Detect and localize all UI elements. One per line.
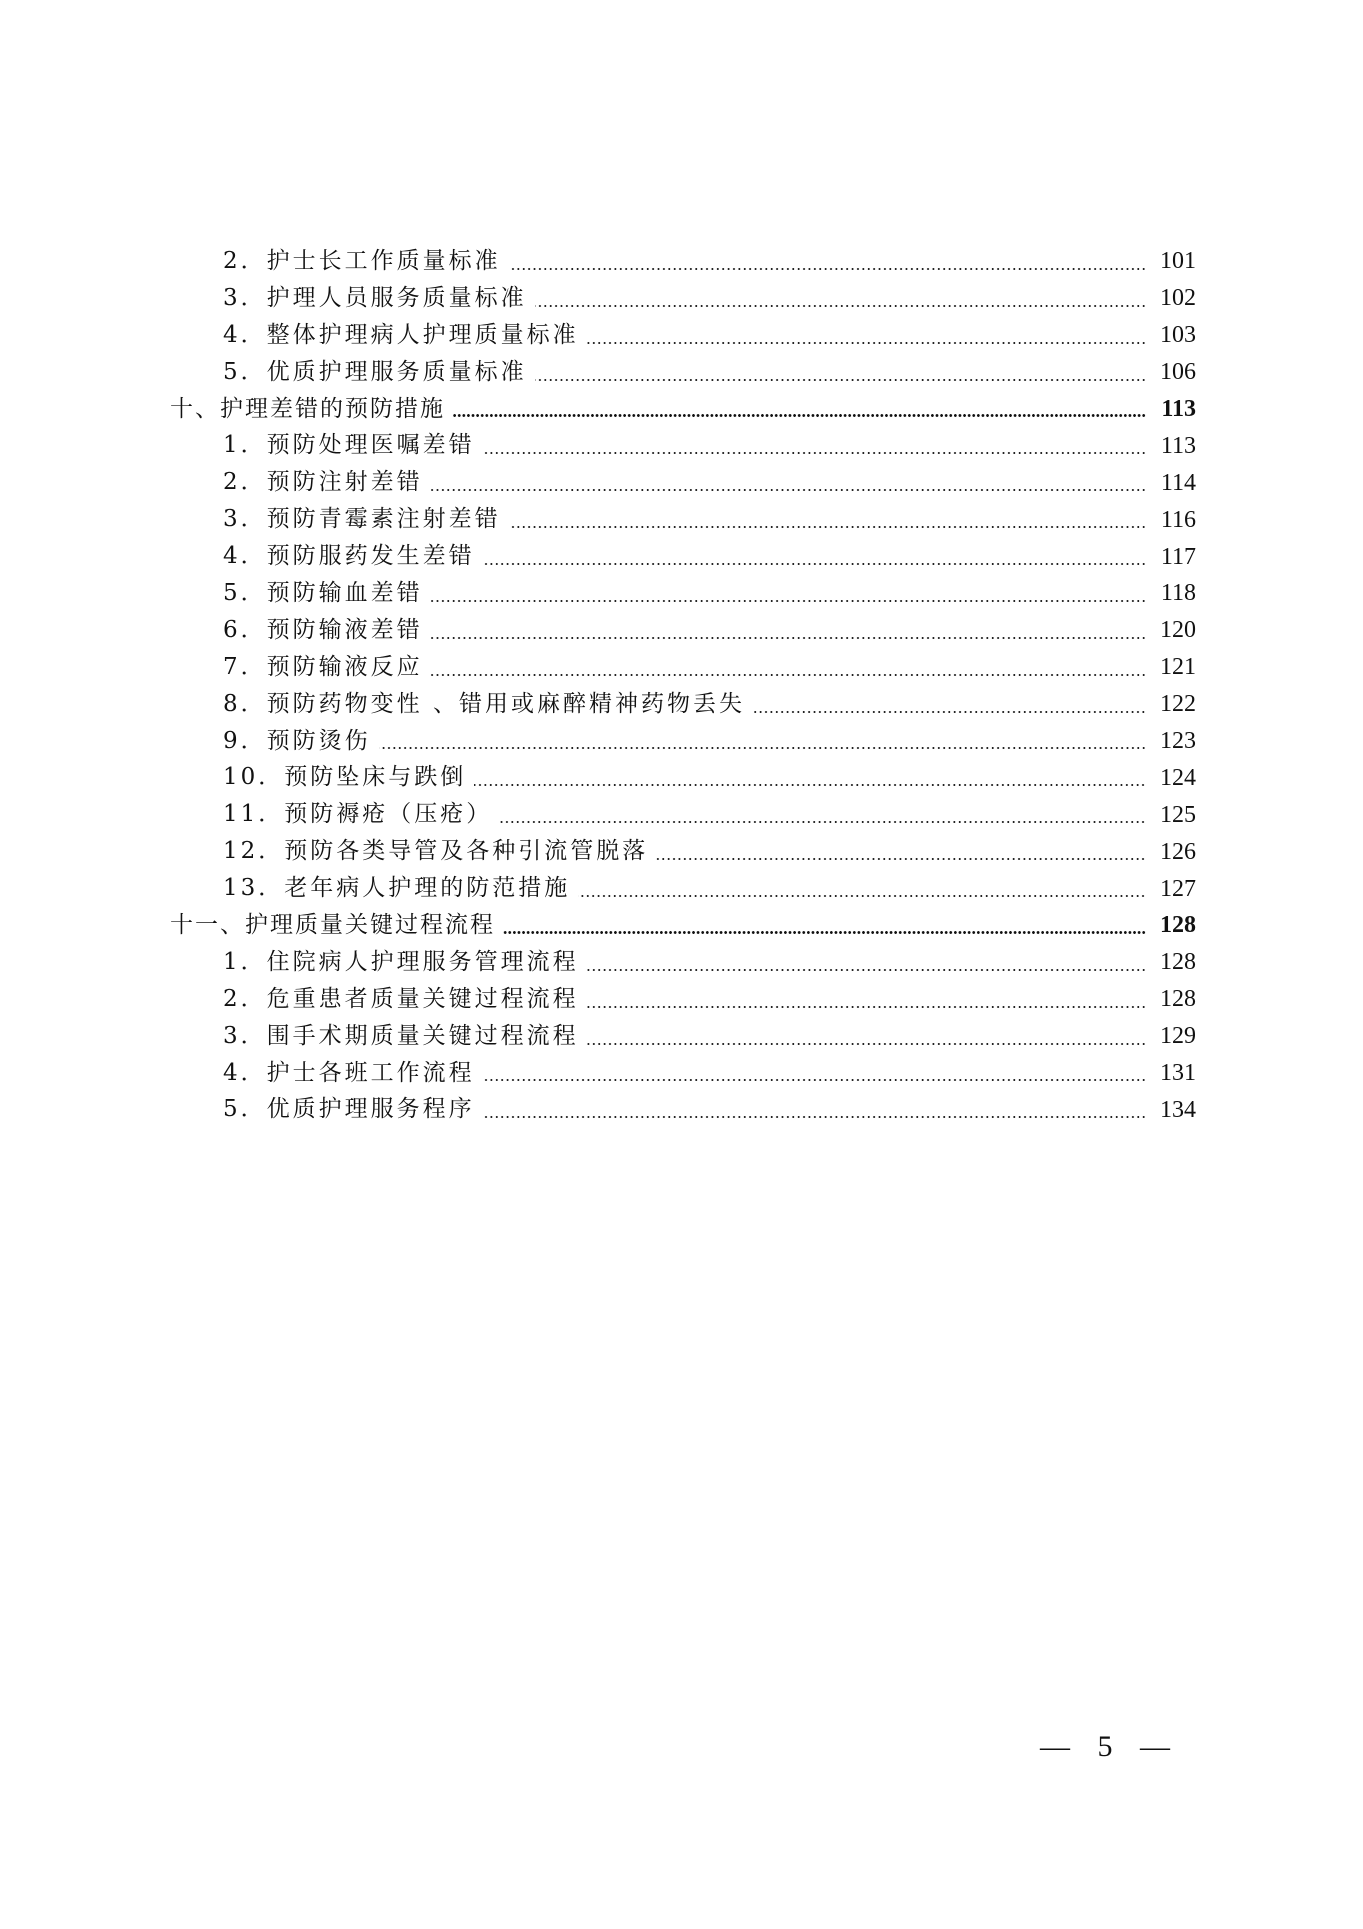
page-number: — 5 — [1040,1730,1180,1763]
toc-page-number: 127 [1160,875,1196,902]
dot-leader [500,821,1146,823]
table-of-contents [0,243,1363,1128]
toc-section-row[interactable] [0,391,1363,428]
toc-entry-title: 1．住院病人护理服务管理流程 [223,948,579,975]
toc-page-number: 128 [1160,949,1196,976]
toc-page-number: 106 [1160,359,1196,386]
dot-leader [474,784,1146,786]
dot-leader [656,858,1146,860]
dot-leader [431,600,1146,602]
toc-page-number: 134 [1160,1096,1196,1123]
toc-entry-title: 3．护理人员服务质量标准 [223,284,527,311]
toc-item-row[interactable] [0,649,1363,686]
toc-item-row[interactable] [0,759,1363,796]
dot-leader [483,1116,1146,1118]
toc-entry-title: 1．预防处理医嘱差错 [223,432,475,459]
toc-item-row[interactable] [0,981,1363,1018]
toc-item-row[interactable] [0,870,1363,907]
toc-item-row[interactable] [0,612,1363,649]
dot-leader [503,931,1146,934]
toc-entry-title: 8．预防药物变性 、错用或麻醉精神药物丢失 [223,690,745,717]
toc-entry-title: 2．护士长工作质量标准 [223,247,501,274]
toc-item-row[interactable] [0,501,1363,538]
toc-item-row[interactable] [0,243,1363,280]
toc-page-number: 116 [1160,506,1196,533]
toc-item-row[interactable] [0,464,1363,501]
toc-section-row[interactable] [0,907,1363,944]
toc-page-number: 113 [1161,396,1196,422]
toc-item-row[interactable] [0,1055,1363,1092]
toc-entry-title: 5．优质护理服务程序 [223,1096,475,1123]
toc-entry-title: 十、护理差错的预防措施 [170,395,445,422]
dot-leader [453,414,1146,417]
toc-page-number: 123 [1160,728,1196,755]
toc-page-number: 131 [1160,1060,1196,1087]
toc-entry-title: 7．预防输液反应 [223,653,423,680]
toc-entry-title: 6．预防输液差错 [223,616,423,643]
toc-page-number: 118 [1160,580,1196,607]
toc-page-number: 113 [1160,432,1196,459]
toc-page-number: 125 [1160,801,1196,828]
dot-leader [379,747,1146,749]
toc-page-number: 126 [1160,838,1196,865]
toc-entry-title: 9．预防烫伤 [223,727,371,754]
toc-item-row[interactable] [0,427,1363,464]
toc-item-row[interactable] [0,723,1363,760]
toc-entry-title: 2．预防注射差错 [223,469,423,496]
toc-entry-title: 10．预防坠床与跌倒 [223,764,467,791]
toc-page-number: 114 [1160,469,1196,496]
dot-leader [587,342,1146,344]
toc-entry-title: 13．老年病人护理的防范措施 [223,875,571,902]
dot-leader [431,637,1146,639]
dot-leader [587,969,1146,971]
dot-leader [431,489,1146,491]
dot-leader [483,563,1146,565]
toc-item-row[interactable] [0,317,1363,354]
toc-entry-title: 3．预防青霉素注射差错 [223,506,501,533]
toc-page-number: 121 [1160,654,1196,681]
toc-item-row[interactable] [0,280,1363,317]
toc-entry-title: 11．预防褥疮（压疮） [223,801,493,828]
toc-page-number: 103 [1160,322,1196,349]
toc-page-number: 117 [1160,543,1196,570]
dot-leader [483,1079,1146,1081]
dot-leader [483,452,1146,454]
toc-item-row[interactable] [0,944,1363,981]
dot-leader [431,674,1146,676]
toc-item-row[interactable] [0,575,1363,612]
toc-item-row[interactable] [0,354,1363,391]
toc-entry-title: 5．预防输血差错 [223,579,423,606]
dot-leader [578,895,1146,897]
toc-page-number: 120 [1160,617,1196,644]
toc-item-row[interactable] [0,538,1363,575]
toc-entry-title: 4．护士各班工作流程 [223,1059,475,1086]
toc-entry-title: 十一、护理质量关键过程流程 [170,911,495,938]
dot-leader [753,711,1146,713]
toc-entry-title: 4．预防服药发生差错 [223,543,475,570]
dot-leader [509,526,1146,528]
dot-leader [587,1006,1146,1008]
dot-leader [587,1043,1146,1045]
toc-entry-title: 12．预防各类导管及各种引流管脱落 [223,838,649,865]
dot-leader [535,379,1146,381]
toc-page-number: 128 [1160,912,1196,939]
dot-leader [509,268,1146,270]
toc-entry-title: 5．优质护理服务质量标准 [223,358,527,385]
toc-item-row[interactable] [0,833,1363,870]
toc-page-number: 129 [1160,1023,1196,1050]
toc-page-number: 124 [1160,764,1196,791]
toc-entry-title: 2．危重患者质量关键过程流程 [223,985,579,1012]
dot-leader [535,305,1146,307]
toc-item-row[interactable] [0,1091,1363,1128]
toc-page-number: 102 [1160,285,1196,312]
toc-entry-title: 3．围手术期质量关键过程流程 [223,1022,579,1049]
toc-page-number: 128 [1160,986,1196,1013]
toc-item-row[interactable] [0,1018,1363,1055]
toc-entry-title: 4．整体护理病人护理质量标准 [223,321,579,348]
toc-page-number: 122 [1160,691,1196,718]
toc-item-row[interactable] [0,686,1363,723]
toc-page-number: 101 [1160,248,1196,275]
toc-item-row[interactable] [0,796,1363,833]
